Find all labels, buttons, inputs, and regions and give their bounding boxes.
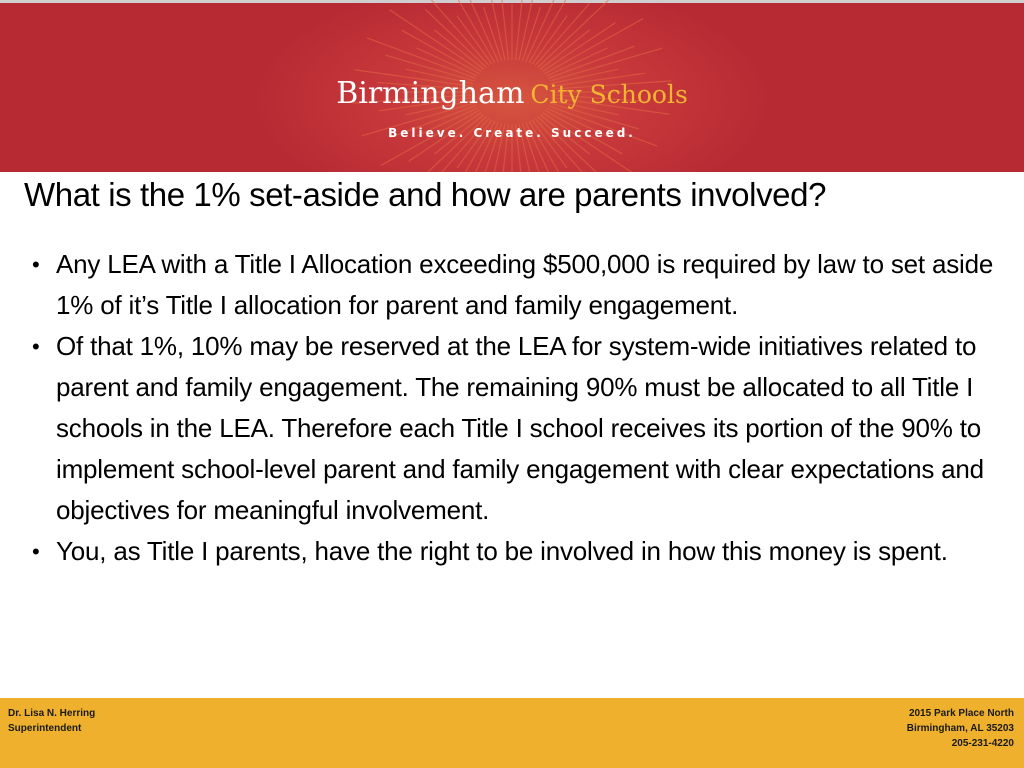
- bullet-item: [30, 244, 1000, 326]
- sunburst-ray: [548, 46, 634, 78]
- logo-sub-text: City Schools: [530, 80, 688, 109]
- tagline: Believe. Create. Succeed.: [388, 126, 636, 140]
- address-city: Birmingham, AL 35203: [906, 723, 1014, 734]
- superintendent-name: Dr. Lisa N. Herring: [8, 708, 96, 719]
- bullet-text: Of that 1%, 10% may be reserved at the LEA for system-wide initiatives related to parent and family engagement. The remaining 90% must be allocated to all Title I schools in the LEA. Therefore each Title I school receives its portion of the 90% to implement school-level parent and family engagement with clear expectations and objectives for meaningful involvement.: [56, 331, 984, 525]
- superintendent-title: Superintendent: [8, 723, 82, 734]
- sunburst-ray: [434, 30, 483, 70]
- address-phone: 205-231-4220: [951, 738, 1014, 749]
- bullet-dot-icon: •: [32, 252, 40, 277]
- logo: [0, 76, 1024, 111]
- sunburst-ray: [535, 4, 589, 66]
- address-street: 2015 Park Place North: [908, 708, 1014, 719]
- bullet-list: [30, 244, 1000, 572]
- sunburst-ray: [543, 23, 616, 72]
- footer-superintendent: [8, 706, 95, 736]
- sunburst-ray: [425, 9, 486, 67]
- footer-bar: [0, 698, 1024, 768]
- bullet-item: [30, 531, 1000, 572]
- bullet-dot-icon: •: [32, 334, 40, 359]
- sunburst-ray: [529, 0, 580, 63]
- bullet-item: [30, 326, 1000, 531]
- sunburst-ray: [420, 0, 489, 66]
- sunburst-ray: [401, 30, 479, 74]
- sunburst-ray: [515, 0, 523, 60]
- logo-main-text: Birmingham: [336, 76, 525, 111]
- sunburst-ray: [540, 30, 589, 70]
- bullet-text: You, as Title I parents, have the right to be involved in how this money is spent.: [56, 536, 948, 566]
- header-banner: [0, 0, 1024, 172]
- footer-address: [907, 706, 1014, 751]
- bullet-text: Any LEA with a Title I Allocation exceeding $500,000 is required by law to set aside 1% of it’s Title I allocation for parent and family engagement.: [56, 249, 994, 320]
- bullet-dot-icon: •: [32, 539, 40, 564]
- sunburst-ray: [519, 0, 540, 60]
- slide-title: What is the 1% set-aside and how are parents involved?: [24, 176, 827, 213]
